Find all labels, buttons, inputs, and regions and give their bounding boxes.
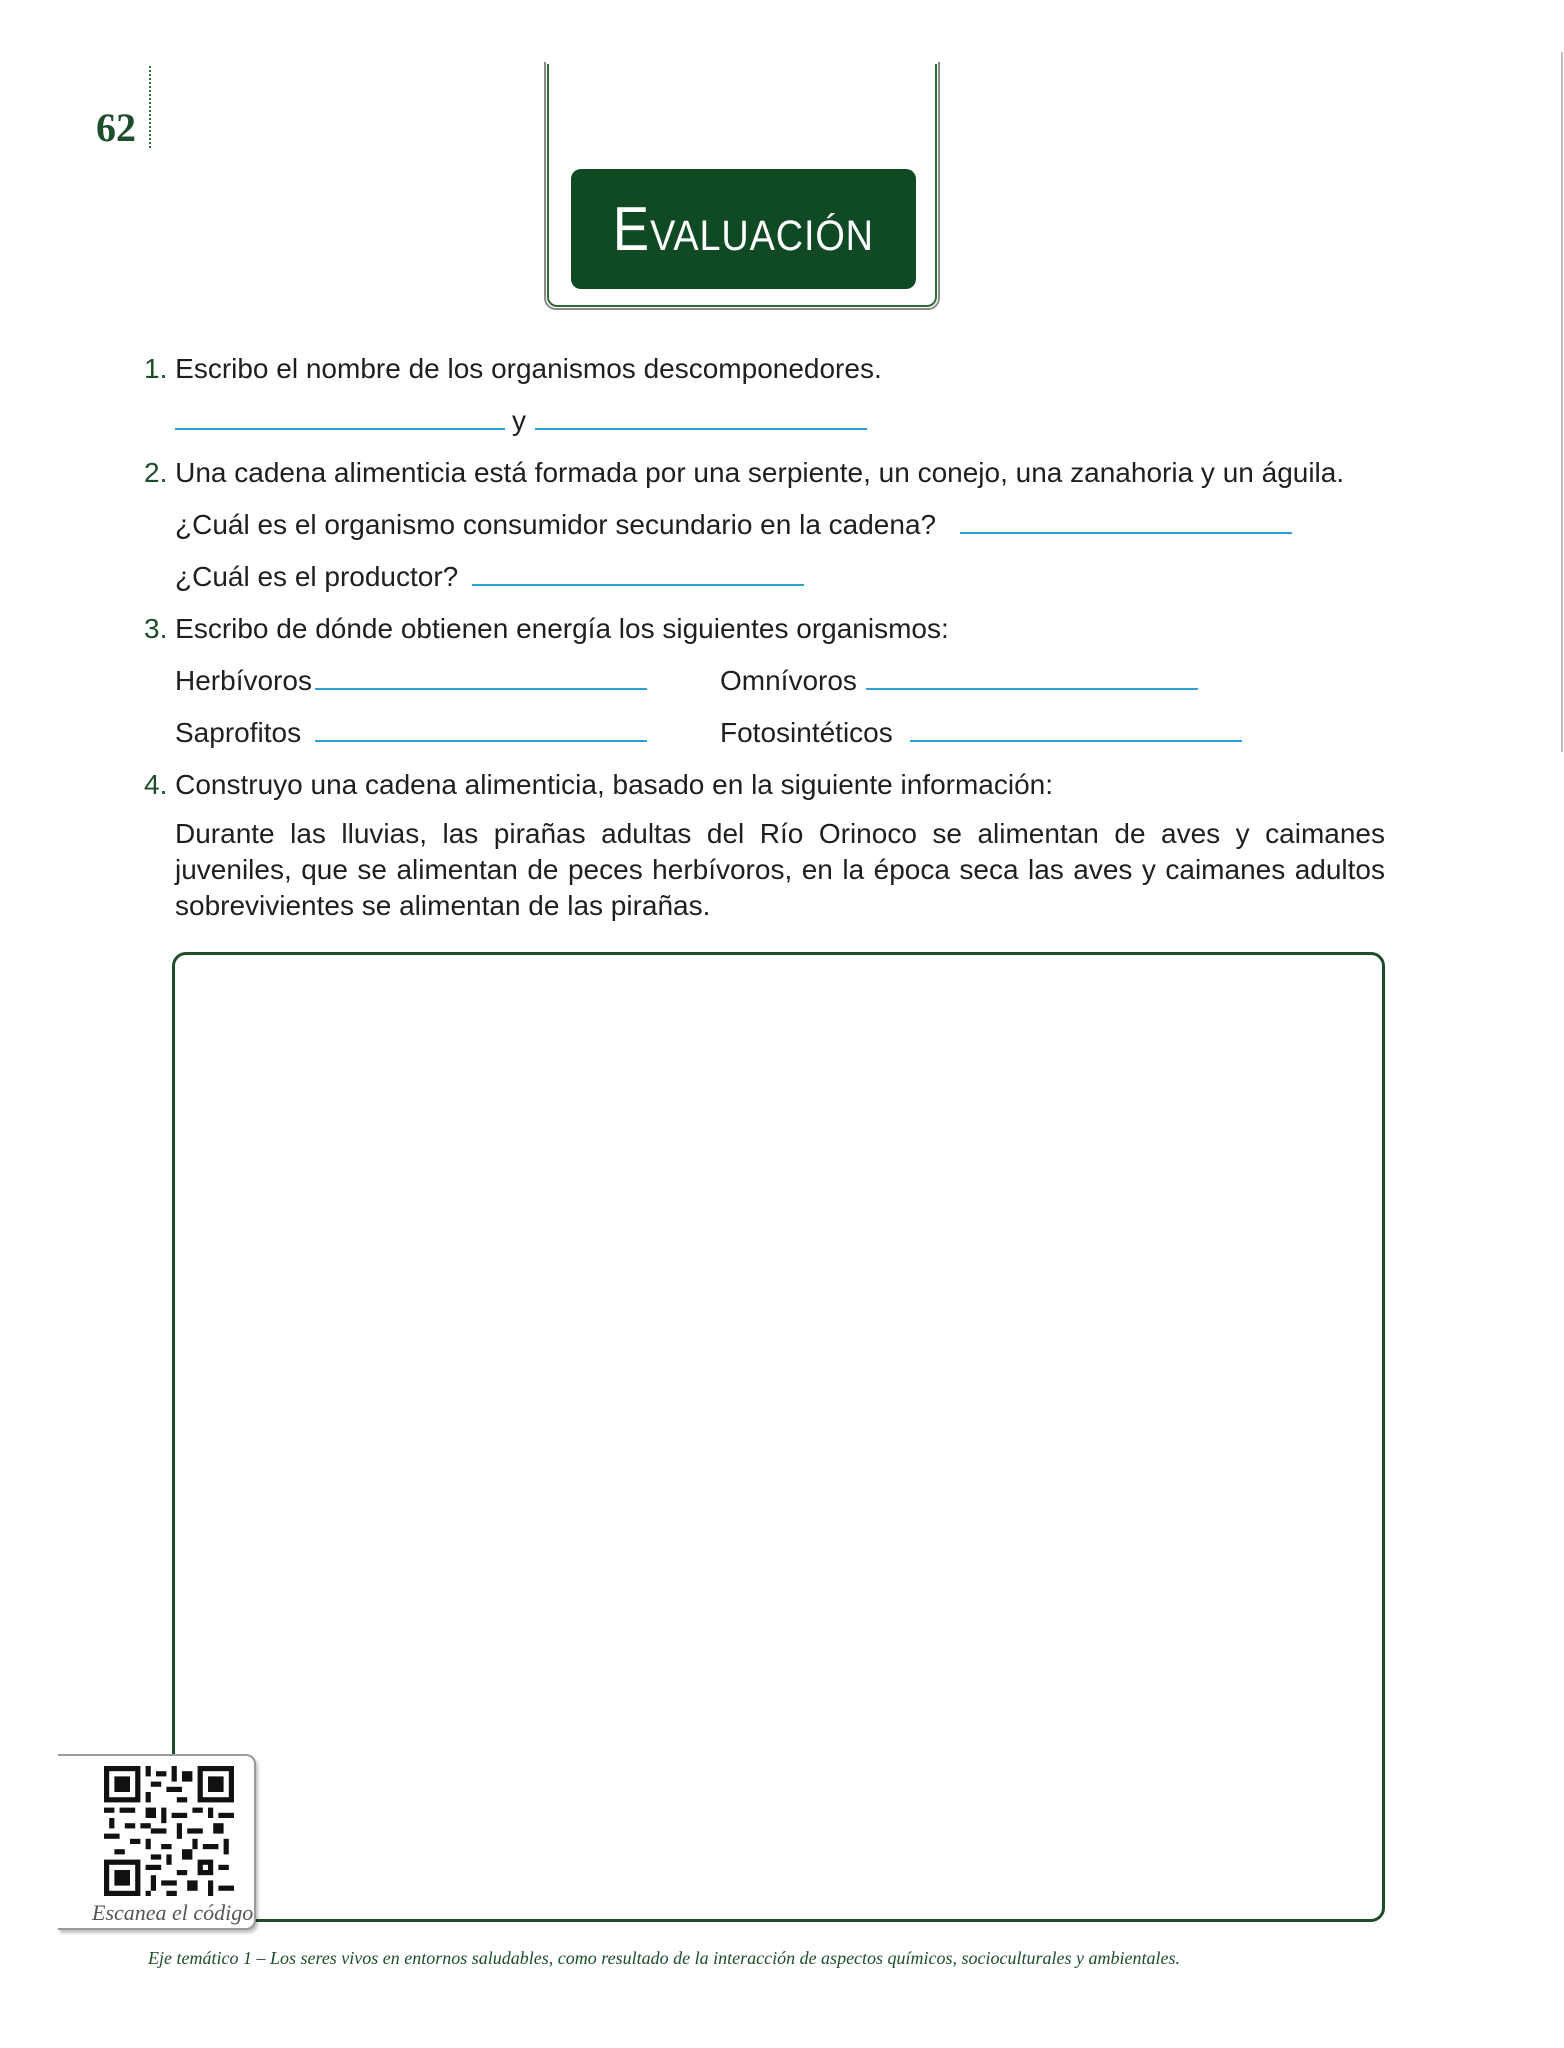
answer-line-herbivoros[interactable] (315, 688, 647, 690)
qr-code-icon[interactable] (104, 1766, 234, 1896)
question-1 (144, 352, 882, 386)
answer-line-omnivoros[interactable] (866, 688, 1198, 690)
footer-note: Eje temático 1 – Los seres vivos en entornos saludables, como resultado de la interacción de aspectos químicos, socioculturales y ambientales. (148, 1948, 1181, 1968)
question-text: Escribo el nombre de los organismos descomponedores. (175, 353, 882, 384)
qr-caption: Escanea el código (92, 1900, 254, 1925)
question-3 (144, 612, 949, 646)
question-text: Una cadena alimenticia está formada por una serpiente, un conejo, una zanahoria y un águila. (175, 457, 1345, 488)
label-herbivoros: Herbívoros (175, 665, 312, 696)
drawing-answer-box[interactable] (172, 952, 1385, 1922)
answer-line-secondary-consumer[interactable] (960, 532, 1292, 534)
question-number: 2. (144, 457, 168, 488)
answer-line-saprofitos[interactable] (315, 740, 647, 742)
answer-connector: y (512, 405, 526, 436)
question-4-paragraph: Durante las lluvias, las pirañas adultas del Río Orinoco se alimentan de aves y caimanes juveniles, que se alimentan de peces herbívoros, en la época seca las aves y caimanes adultos sobrevivientes se alimentan de las pirañas. (175, 818, 1385, 921)
question-2-sub-2: ¿Cuál es el productor? (175, 561, 459, 592)
answer-line-decomposer-1[interactable] (175, 428, 505, 430)
page-edge (1561, 52, 1563, 752)
title-banner (571, 169, 916, 289)
question-text: Construyo una cadena alimenticia, basado en la siguiente información: (175, 769, 1054, 800)
answer-line-fotosinteticos[interactable] (910, 740, 1242, 742)
answer-line-producer[interactable] (472, 584, 804, 586)
question-2 (144, 456, 1344, 490)
label-omnivoros: Omnívoros (720, 665, 857, 696)
label-fotosinteticos: Fotosintéticos (720, 717, 893, 748)
question-number: 1. (144, 353, 168, 384)
answer-line-decomposer-2[interactable] (535, 428, 867, 430)
page-title: Evaluación (612, 194, 875, 264)
page-number-divider (149, 66, 151, 148)
label-saprofitos: Saprofitos (175, 717, 302, 748)
question-text: Escribo de dónde obtienen energía los siguientes organismos: (175, 613, 949, 644)
question-2-sub-1: ¿Cuál es el organismo consumidor secundario en la cadena? (175, 509, 937, 540)
page-number: 62 (96, 105, 136, 150)
question-number: 3. (144, 613, 168, 644)
question-4 (144, 768, 1053, 802)
question-number: 4. (144, 769, 168, 800)
